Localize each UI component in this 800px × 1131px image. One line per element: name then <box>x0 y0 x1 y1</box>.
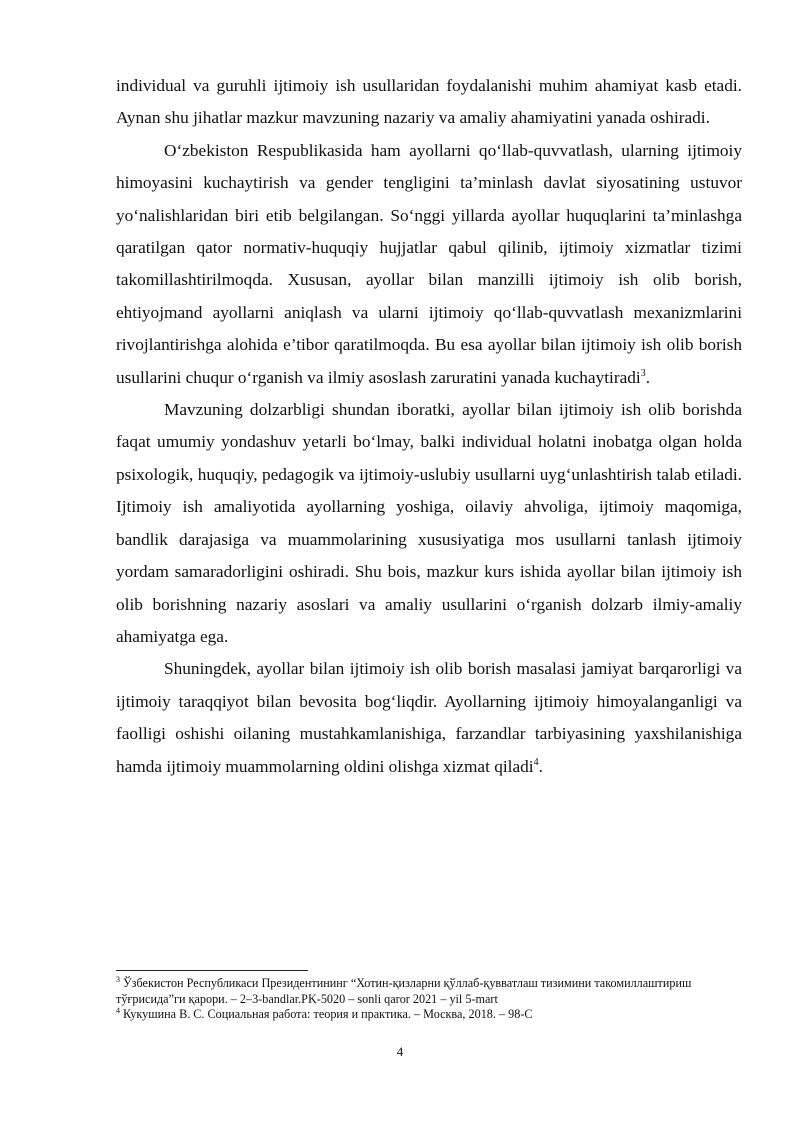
footnote-ref-4[interactable]: 4 <box>533 756 539 768</box>
footnote-number: 4 <box>116 1006 120 1016</box>
paragraph-3: Mavzuning dolzarbligi shundan iboratki, ayollar bilan ijtimoiy ish olib borishda faqat umumiy yondashuv yetarli bo‘lmay, balki individual holatni inobatga olgan holda psixologik, huquqiy, pedagogik va ijtimoiy-uslubiy usullarni uyg‘unlashtirish talab etiladi. Ijtimoiy ish amaliyotida ayollarning yoshiga, oilaviy ahvoliga, ijtimoiy maqomiga, bandlik darajasiga va muammolarining xususiyatiga mos usullarni tanlash ijtimoiy yordam samaradorligini oshiradi. Shu bois, mazkur kurs ishida ayollar bilan ijtimoiy ish olib borishning nazariy asoslari va amaliy usullarini o‘rganish dolzarb ilmiy-amaliy ahamiyatga ega. <box>116 400 742 646</box>
paragraph-1: individual va guruhli ijtimoiy ish usullaridan foydalanishi muhim ahamiyat kasb etadi. Aynan shu jihatlar mazkur mavzuning nazariy va amaliy ahamiyatini yanada oshiradi. <box>116 76 742 128</box>
footnote-ref-3[interactable]: 3 <box>640 367 646 379</box>
body-text <box>116 70 742 783</box>
footnote-divider <box>116 970 308 971</box>
footnotes <box>116 976 746 1023</box>
paragraph-2: O‘zbekiston Respublikasida ham ayollarni qo‘llab-quvvatlash, ularning ijtimoiy himoyasini kuchaytirish va gender tengligini ta’minlash davlat siyosatining ustuvor yo‘nalishlaridan biri etib belgilangan. So‘nggi yillarda ayollar huquqlarini ta’minlashga qaratilgan qator normativ-huquqiy hujjatlar qabul qilinib, ijtimoiy xizmatlar tizimi takomillashtirilmoqda. Xususan, ayollar bilan manzilli ijtimoiy ish olib borish, ehtiyojmand ayollarni aniqlash va ularni ijtimoiy qo‘llab-quvvatlash mexanizmlarini rivojlantirishga alohida e’tibor qaratilmoqda. Bu esa ayollar bilan ijtimoiy ish olib borish usullarini chuqur o‘rganish va ilmiy asoslash zaruratini yanada kuchaytiradi$^3$. <box>116 140 742 387</box>
footnote-4 <box>116 1007 746 1023</box>
footnote-3 <box>116 976 746 1007</box>
footnote-text: Кукушина В. С. Социальная работа: теория и практика. – Москва, 2018. – 98-С <box>123 1007 533 1022</box>
footnote-number: 3 <box>116 974 120 984</box>
paragraph-4: Shuningdek, ayollar bilan ijtimoiy ish olib borish masalasi jamiyat barqarorligi va ijtimoiy taraqqiyot bilan bevosita bog‘liqdir. Ayollarning ijtimoiy himoyalanganligi va faolligi oshishi oilaning mustahkamlanishiga, farzandlar tarbiyasining yaxshilanishiga hamda ijtimoiy muammolarning oldini olishga xizmat qiladi$^4$. <box>116 659 742 776</box>
footnote-text: Ўзбекистон Республикаси Президентининг “Хотин-қизларни қўллаб-қувватлаш тизимини такомиллаштириш тўғрисида”ги қарори. – 2–3-bandlar.PK-5020 – sonli qaror 2021 – yil 5-mart <box>116 976 692 1006</box>
page-number: 4 <box>396 1044 404 1059</box>
